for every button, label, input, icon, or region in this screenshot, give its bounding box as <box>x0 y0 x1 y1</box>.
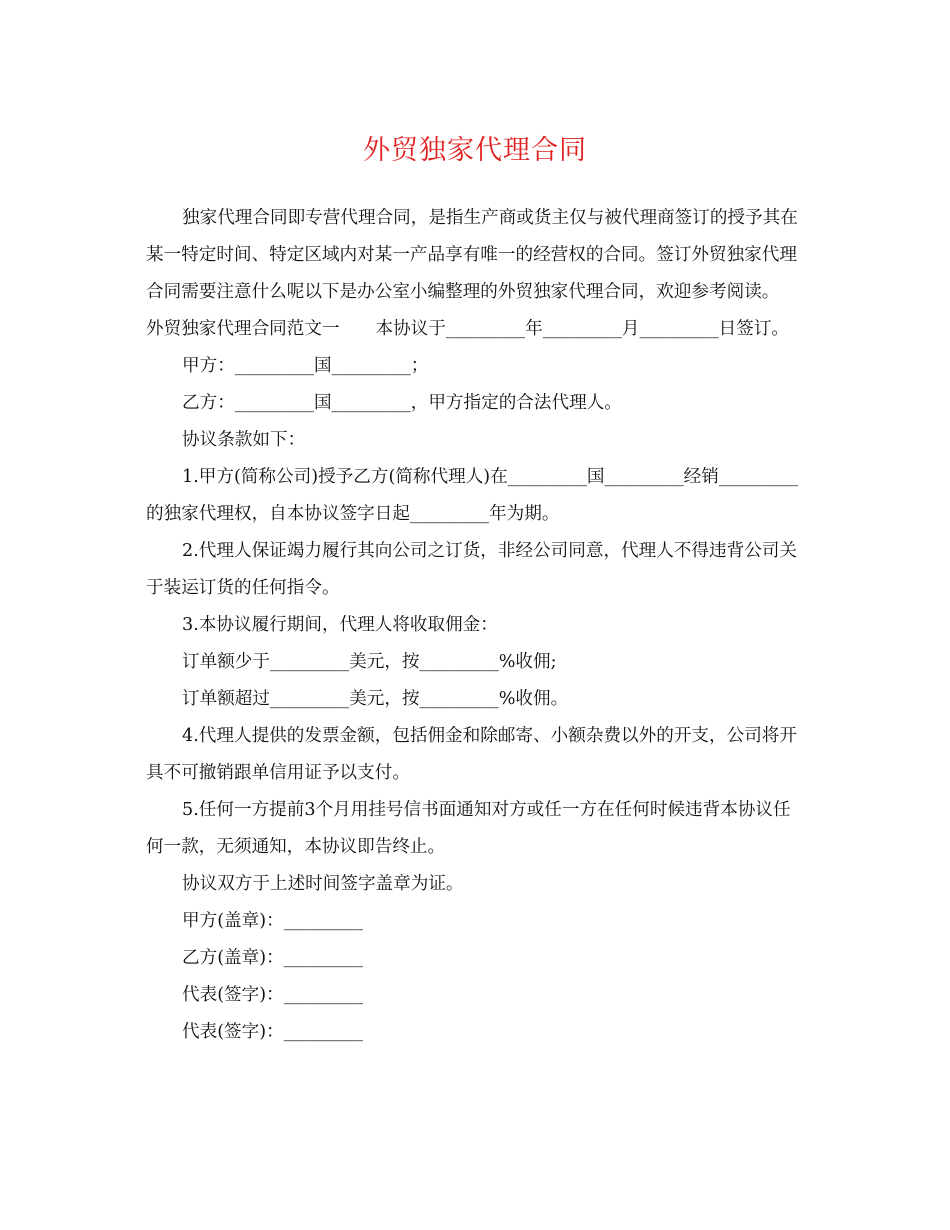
intro-paragraph: 独家代理合同即专营代理合同，是指生产商或货主仅与被代理商签订的授予其在某一特定时间、特定区域内对某一产品享有唯一的经营权的合同。签订外贸独家代理合同需要注意什么呢以下是办公室小编整理的外贸独家代理合同，欢迎参考阅读。 <box>146 208 798 302</box>
clause-1: 1.甲方(简称公司)授予乙方(简称代理人)在_________国_________经销_________的独家代理权，自本协议签字日起_________年为期。 <box>146 467 799 524</box>
clause-2: 2.代理人保证竭力履行其向公司之订货，非经公司同意，代理人不得违背公司关于装运订货的任何指令。 <box>146 541 797 598</box>
representative-signature-1: 代表(签字)：_________ <box>182 985 363 1005</box>
sample-heading-line <box>146 311 806 348</box>
clause-5: 5.任何一方提前3个月用挂号信书面通知对方或任一方在任何时候违背本协议任何一款，无须通知，本协议即告终止。 <box>146 800 791 857</box>
representative-signature-2: 代表(签字)：_________ <box>182 1022 363 1042</box>
party-b-line: 乙方：_________国_________，甲方指定的合法代理人。 <box>182 393 622 413</box>
sample-heading: 外贸独家代理合同范文一 <box>146 319 340 339</box>
document-body <box>146 200 806 1051</box>
clause-4: 4.代理人提供的发票金额，包括佣金和除邮寄、小额杂费以外的开支，公司将开具不可撤销跟单信用证予以支付。 <box>146 726 797 783</box>
commission-high: 订单额超过_________美元，按_________%收佣。 <box>182 689 569 709</box>
document-title: 外贸独家代理合同 <box>363 135 587 166</box>
agreement-date: 本协议于_________年_________月_________日签订。 <box>375 319 790 339</box>
sign-party-b: 乙方(盖章)：_________ <box>182 948 363 968</box>
clause-3: 3.本协议履行期间，代理人将收取佣金： <box>182 615 498 635</box>
commission-low: 订单额少于_________美元，按_________%收佣; <box>182 652 557 672</box>
terms-intro: 协议条款如下： <box>182 430 306 450</box>
witness-line: 协议双方于上述时间签字盖章为证。 <box>182 874 464 894</box>
sign-party-a: 甲方(盖章)：_________ <box>182 911 363 931</box>
party-a-line: 甲方：_________国_________； <box>182 356 429 376</box>
